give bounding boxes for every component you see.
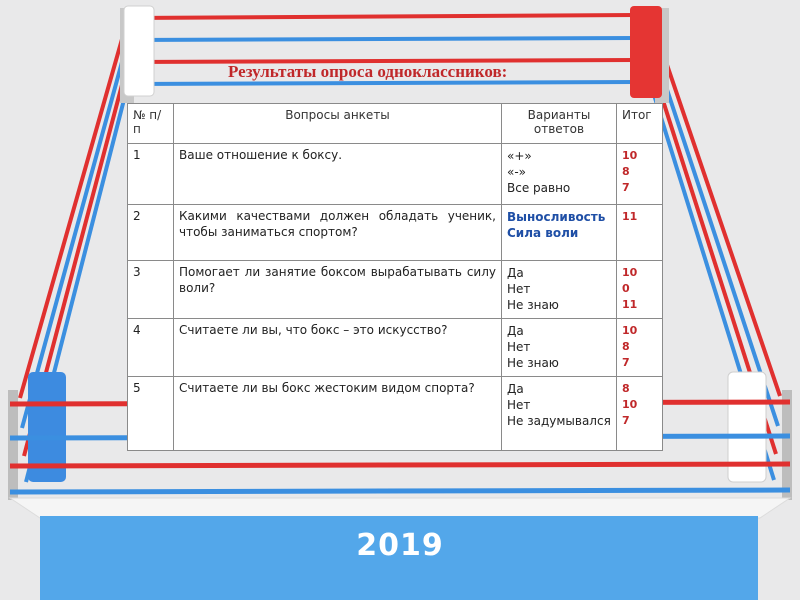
result: 10 bbox=[622, 324, 638, 337]
header-question: Вопросы анкеты bbox=[174, 104, 502, 144]
table-header-row bbox=[128, 104, 663, 144]
result: 7 bbox=[622, 355, 630, 369]
row-question: Считаете ли вы бокс жестоким видом спорта? bbox=[174, 377, 502, 451]
option: Да bbox=[507, 382, 524, 396]
back-right-post bbox=[630, 6, 669, 103]
header-options: Варианты ответов bbox=[502, 104, 617, 144]
row-results bbox=[617, 377, 663, 451]
result: 0 bbox=[622, 281, 630, 295]
header-result: Итог bbox=[617, 104, 663, 144]
table-row bbox=[128, 377, 663, 451]
result: 11 bbox=[622, 210, 638, 223]
row-question: Считаете ли вы, что бокс – это искусство? bbox=[174, 319, 502, 377]
row-number: 1 bbox=[128, 144, 174, 205]
table-row bbox=[128, 261, 663, 319]
option: Нет bbox=[507, 398, 531, 413]
row-options bbox=[502, 144, 617, 205]
row-results bbox=[617, 144, 663, 205]
result: 8 bbox=[622, 382, 630, 395]
row-results bbox=[617, 205, 663, 261]
year-label: 2019 bbox=[356, 528, 444, 563]
row-options bbox=[502, 319, 617, 377]
header-number: № п/п bbox=[128, 104, 174, 144]
ring-apron bbox=[10, 498, 790, 518]
row-question: Помогает ли занятие боксом вырабатывать силу воли? bbox=[174, 261, 502, 319]
option: Не задумывался bbox=[507, 414, 611, 429]
back-left-post bbox=[120, 6, 154, 103]
result: 10 bbox=[622, 397, 638, 411]
row-options bbox=[502, 261, 617, 319]
table-row bbox=[128, 319, 663, 377]
row-number: 4 bbox=[128, 319, 174, 377]
row-results bbox=[617, 261, 663, 319]
option: Нет bbox=[507, 282, 531, 297]
option: «-» bbox=[507, 165, 527, 180]
survey-results-table bbox=[127, 103, 663, 451]
result: 8 bbox=[622, 339, 630, 353]
row-question: Ваше отношение к боксу. bbox=[174, 144, 502, 205]
option: Выносливость bbox=[507, 210, 606, 224]
row-number: 2 bbox=[128, 205, 174, 261]
table-row bbox=[128, 144, 663, 205]
row-results bbox=[617, 319, 663, 377]
row-number: 3 bbox=[128, 261, 174, 319]
row-options bbox=[502, 205, 617, 261]
option: «+» bbox=[507, 149, 532, 163]
option: Сила воли bbox=[507, 226, 579, 241]
table-row bbox=[128, 205, 663, 261]
option: Не знаю bbox=[507, 356, 559, 371]
option: Да bbox=[507, 324, 524, 338]
row-options bbox=[502, 377, 617, 451]
result: 10 bbox=[622, 266, 638, 279]
result: 11 bbox=[622, 297, 638, 311]
result: 10 bbox=[622, 149, 638, 162]
row-number: 5 bbox=[128, 377, 174, 451]
result: 7 bbox=[622, 180, 630, 194]
row-question: Какими качествами должен обладать ученик, чтобы заниматься спортом? bbox=[174, 205, 502, 261]
option: Да bbox=[507, 266, 524, 280]
option: Не знаю bbox=[507, 298, 559, 313]
page-title: Результаты опроса одноклассников: bbox=[228, 62, 508, 81]
option: Все равно bbox=[507, 181, 571, 196]
result: 8 bbox=[622, 164, 630, 178]
option: Нет bbox=[507, 340, 531, 355]
result: 7 bbox=[622, 413, 630, 427]
